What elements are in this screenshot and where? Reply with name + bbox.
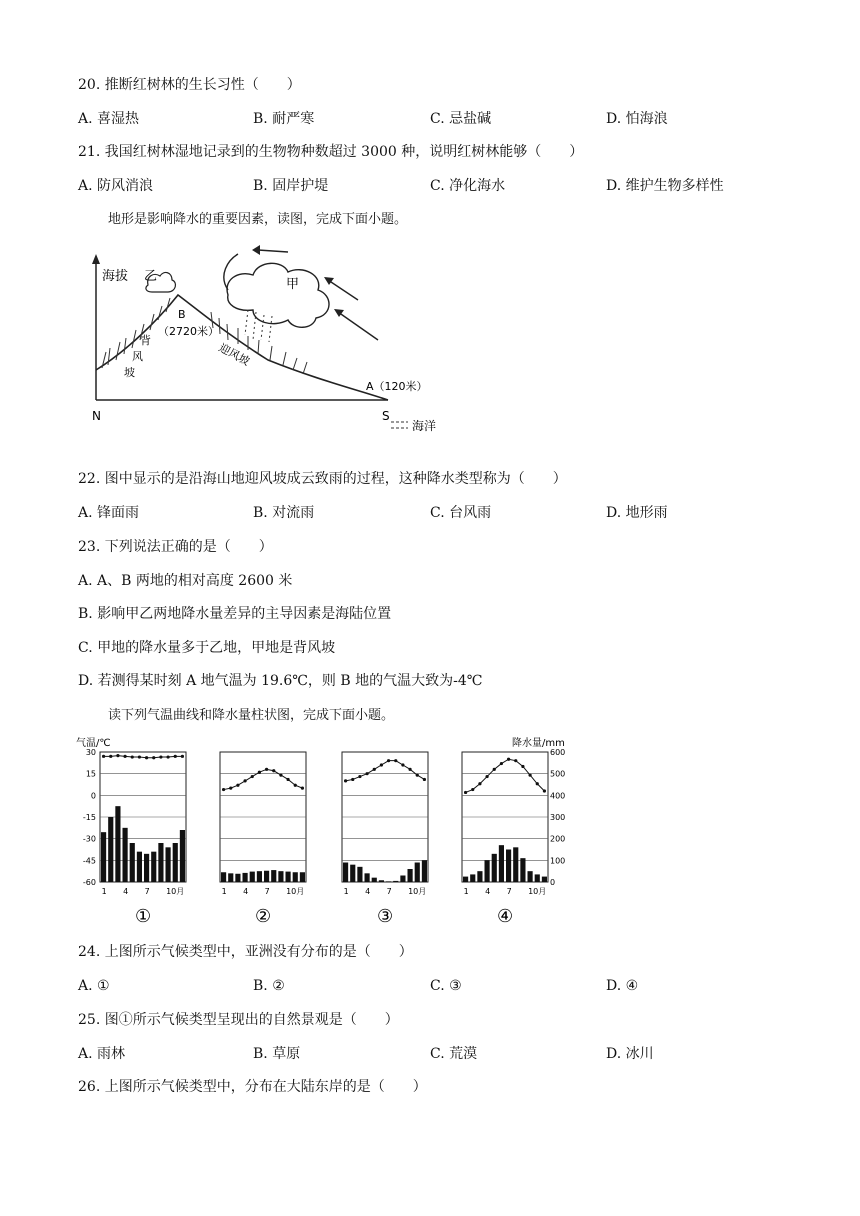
temp-tick-label: 30 <box>85 748 96 757</box>
temp-point <box>507 758 510 761</box>
precip-bar <box>250 872 255 882</box>
month-tick-label: 7 <box>144 887 150 896</box>
temp-point <box>401 763 404 766</box>
q23-option-d: D. 若测得某时刻 A 地气温为 19.6℃，则 B 地的气温大致为-4℃ <box>78 673 483 689</box>
temp-point <box>471 788 474 791</box>
climate-panel <box>462 752 548 927</box>
precip-bar <box>235 874 240 882</box>
month-tick-label: 4 <box>243 887 249 896</box>
temp-ticks <box>83 748 96 887</box>
rain-cloud <box>227 263 329 327</box>
temp-point <box>243 779 246 782</box>
precip-bar <box>130 843 135 882</box>
q21-option-a: A. 防风消浪 <box>78 178 154 194</box>
temp-tick-label: -15 <box>82 813 96 822</box>
precip-bar <box>243 873 248 882</box>
month-tick-label: 10月 <box>408 887 427 896</box>
precip-bar <box>264 871 269 882</box>
precip-bar <box>300 872 305 882</box>
climate-panel <box>342 752 428 927</box>
temp-point <box>373 768 376 771</box>
climate-charts <box>70 732 570 932</box>
precip-tick-label: 100 <box>550 856 566 866</box>
temp-point <box>166 755 169 758</box>
label-windward: 迎风坡 <box>216 341 252 369</box>
q24-option-c: C. ③ <box>430 978 462 994</box>
temp-curve <box>104 756 183 758</box>
q23-stem: 23. 下列说法正确的是（ ） <box>78 539 273 555</box>
precip-bar <box>520 858 525 882</box>
intro-climate: 读下列气温曲线和降水量柱状图，完成下面小题。 <box>108 708 395 723</box>
month-tick-label: 7 <box>506 887 512 896</box>
temp-point <box>181 755 184 758</box>
precip-bar <box>528 871 533 882</box>
temp-point <box>365 772 368 775</box>
precip-bar <box>221 872 226 882</box>
temp-point <box>380 763 383 766</box>
ocean-marks <box>391 422 408 428</box>
precip-bar <box>357 867 362 882</box>
temp-point <box>222 788 225 791</box>
precip-bar <box>400 876 405 883</box>
q22-stem: 22. 图中显示的是沿海山地迎风坡成云致雨的过程，这种降水类型称为（ ） <box>78 471 567 487</box>
wind-arrows <box>224 250 378 340</box>
temp-tick-label: -45 <box>82 856 96 866</box>
q22-option-b: B. 对流雨 <box>253 505 315 521</box>
temp-point <box>258 771 261 774</box>
temp-point <box>138 755 141 758</box>
month-tick-label: 4 <box>123 887 129 896</box>
temp-point <box>152 756 155 759</box>
temp-point <box>159 755 162 758</box>
precip-bar <box>257 871 262 882</box>
precip-bar <box>180 830 185 882</box>
precip-bar <box>506 850 511 883</box>
precip-bar <box>372 878 377 882</box>
month-tick-label: 1 <box>463 887 469 896</box>
temp-point <box>536 782 539 785</box>
precip-tick-label: 200 <box>550 834 566 844</box>
month-tick-label: 4 <box>485 887 491 896</box>
temp-point <box>123 755 126 758</box>
precip-bar <box>151 852 156 882</box>
precip-bar <box>365 873 370 882</box>
panel-label: ① <box>135 906 152 927</box>
month-tick-label: 10月 <box>528 887 547 896</box>
precip-bar <box>408 869 413 882</box>
climate-panel <box>100 752 186 927</box>
temp-point <box>272 769 275 772</box>
temp-point <box>408 768 411 771</box>
q25-option-c: C. 荒漠 <box>430 1046 478 1062</box>
precip-bar <box>535 874 540 882</box>
precip-bar <box>144 854 149 882</box>
panel-label: ③ <box>377 906 394 927</box>
precip-bar <box>422 860 427 882</box>
precip-bar <box>499 845 504 882</box>
precip-tick-label: 300 <box>550 813 566 822</box>
precip-ticks <box>550 748 565 887</box>
q21-option-b: B. 固岸护堤 <box>253 178 329 194</box>
precip-bar <box>513 847 518 882</box>
temp-point <box>500 762 503 765</box>
temp-curve <box>346 761 425 781</box>
axis-arrow <box>92 254 100 264</box>
precip-bar <box>379 880 384 882</box>
temp-point <box>286 778 289 781</box>
temp-point <box>416 774 419 777</box>
q22-option-d: D. 地形雨 <box>606 505 668 521</box>
precip-tick-label: 0 <box>550 878 556 887</box>
climate-panel <box>220 752 306 927</box>
temp-curve <box>466 759 545 792</box>
temp-axis-label: 气温/℃ <box>76 738 111 749</box>
temp-point <box>102 755 105 758</box>
intro-terrain: 地形是影响降水的重要因素，读图，完成下面小题。 <box>108 212 408 227</box>
precip-bar <box>415 863 420 883</box>
q23-option-a: A. A、B 两地的相对高度 2600 米 <box>78 573 293 589</box>
temp-tick-label: -30 <box>82 834 96 844</box>
precip-tick-label: 600 <box>550 748 566 757</box>
precip-bar <box>286 872 291 882</box>
q25-stem: 25. 图①所示气候类型呈现出的自然景观是（ ） <box>78 1012 399 1028</box>
precip-bar <box>158 843 163 882</box>
temp-point <box>464 791 467 794</box>
temp-point <box>493 768 496 771</box>
precip-bar <box>463 877 468 882</box>
precip-bar <box>123 828 128 882</box>
temp-point <box>521 765 524 768</box>
precip-bar <box>115 806 120 882</box>
temp-point <box>387 759 390 762</box>
q20-stem: 20. 推断红树林的生长习性（ ） <box>78 77 301 93</box>
temp-point <box>514 759 517 762</box>
temp-point <box>265 768 268 771</box>
q20-option-b: B. 耐严寒 <box>253 111 315 127</box>
temp-point <box>478 782 481 785</box>
q25-option-a: A. 雨林 <box>78 1046 126 1062</box>
panel-label: ② <box>255 906 272 927</box>
temp-point <box>294 784 297 787</box>
mountain-profile <box>96 295 388 400</box>
temp-point <box>145 756 148 759</box>
q25-option-b: B. 草原 <box>253 1046 301 1062</box>
temp-tick-label: 15 <box>85 769 96 779</box>
temp-point <box>229 787 232 790</box>
precip-bar <box>477 871 482 882</box>
precip-bar <box>386 881 391 882</box>
label-leeward-2: 风 <box>132 350 143 363</box>
temp-tick-label: -60 <box>82 878 96 887</box>
label-jia: 甲 <box>286 277 300 292</box>
temp-tick-label: 0 <box>90 791 96 801</box>
q20-option-a: A. 喜湿热 <box>78 111 140 127</box>
temp-point <box>116 754 119 757</box>
label-yi: 乙 <box>144 269 158 284</box>
precip-bar <box>108 817 113 882</box>
month-tick-label: 10月 <box>286 887 305 896</box>
q21-stem: 21. 我国红树林湿地记录到的生物物种数超过 3000 种，说明红树林能够（ ） <box>78 144 584 160</box>
q24-option-b: B. ② <box>253 978 285 994</box>
month-tick-label: 4 <box>365 887 371 896</box>
temp-point <box>423 778 426 781</box>
precip-axis-label: 降水量/mm <box>512 738 565 749</box>
precip-bar <box>293 872 298 882</box>
temp-point <box>394 759 397 762</box>
month-tick-label: 7 <box>264 887 270 896</box>
label-ocean: 海洋 <box>412 419 437 433</box>
month-tick-label: 7 <box>386 887 392 896</box>
precip-bar <box>101 832 106 882</box>
month-tick-label: 10月 <box>166 887 185 896</box>
rain-drops <box>245 310 272 342</box>
precip-bar <box>166 847 171 882</box>
month-tick-label: 1 <box>343 887 349 896</box>
temp-point <box>131 755 134 758</box>
panel-label: ④ <box>497 906 514 927</box>
temp-point <box>301 787 304 790</box>
precip-bar <box>278 871 283 882</box>
q21-option-d: D. 维护生物多样性 <box>606 178 724 194</box>
precip-tick-label: 500 <box>550 769 566 779</box>
q21-option-c: C. 净化海水 <box>430 178 506 194</box>
precip-bar <box>173 843 178 882</box>
q23-option-b: B. 影响甲乙两地降水量差异的主导因素是海陆位置 <box>78 606 392 622</box>
label-b-elevation: （2720米） <box>158 325 219 338</box>
terrain-figure <box>88 240 458 450</box>
label-point-b: B <box>178 308 186 321</box>
q24-stem: 24. 上图所示气候类型中，亚洲没有分布的是（ ） <box>78 944 413 960</box>
q24-option-a: A. ① <box>78 978 110 994</box>
label-leeward-1: 背 <box>140 334 151 347</box>
q23-option-c: C. 甲地的降水量多于乙地，甲地是背风坡 <box>78 640 336 656</box>
climate-panels <box>100 752 548 927</box>
month-tick-label: 1 <box>101 887 107 896</box>
temp-point <box>236 784 239 787</box>
label-point-a: A（120米） <box>366 380 428 393</box>
q22-option-c: C. 台风雨 <box>430 505 492 521</box>
month-tick-label: 1 <box>221 887 227 896</box>
q20-option-c: C. 忌盐碱 <box>430 111 492 127</box>
precip-bar <box>492 854 497 882</box>
precip-bar <box>271 870 276 882</box>
q25-option-d: D. 冰川 <box>606 1046 654 1062</box>
precip-bar <box>542 877 547 882</box>
label-south: S <box>382 409 390 423</box>
temp-point <box>485 775 488 778</box>
temp-point <box>344 779 347 782</box>
q24-option-d: D. ④ <box>606 978 639 994</box>
temp-point <box>351 778 354 781</box>
temp-point <box>109 755 112 758</box>
precip-bar <box>137 852 142 882</box>
label-north: N <box>92 409 101 423</box>
precip-bar <box>393 881 398 882</box>
altitude-label: 海拔 <box>102 269 129 284</box>
q26-stem: 26. 上图所示气候类型中，分布在大陆东岸的是（ ） <box>78 1079 427 1095</box>
temp-point <box>174 755 177 758</box>
precip-bar <box>228 873 233 882</box>
precip-bar <box>350 865 355 882</box>
temp-point <box>251 775 254 778</box>
precip-bar <box>343 863 348 883</box>
precip-tick-label: 400 <box>550 791 566 801</box>
temp-curve <box>224 769 303 789</box>
q22-option-a: A. 锋面雨 <box>78 505 140 521</box>
q20-option-d: D. 怕海浪 <box>606 111 668 127</box>
temp-point <box>543 789 546 792</box>
temp-point <box>358 775 361 778</box>
precip-bar <box>485 860 490 882</box>
temp-point <box>528 774 531 777</box>
label-leeward-3: 坡 <box>124 366 135 379</box>
temp-point <box>279 774 282 777</box>
precip-bar <box>470 874 475 882</box>
